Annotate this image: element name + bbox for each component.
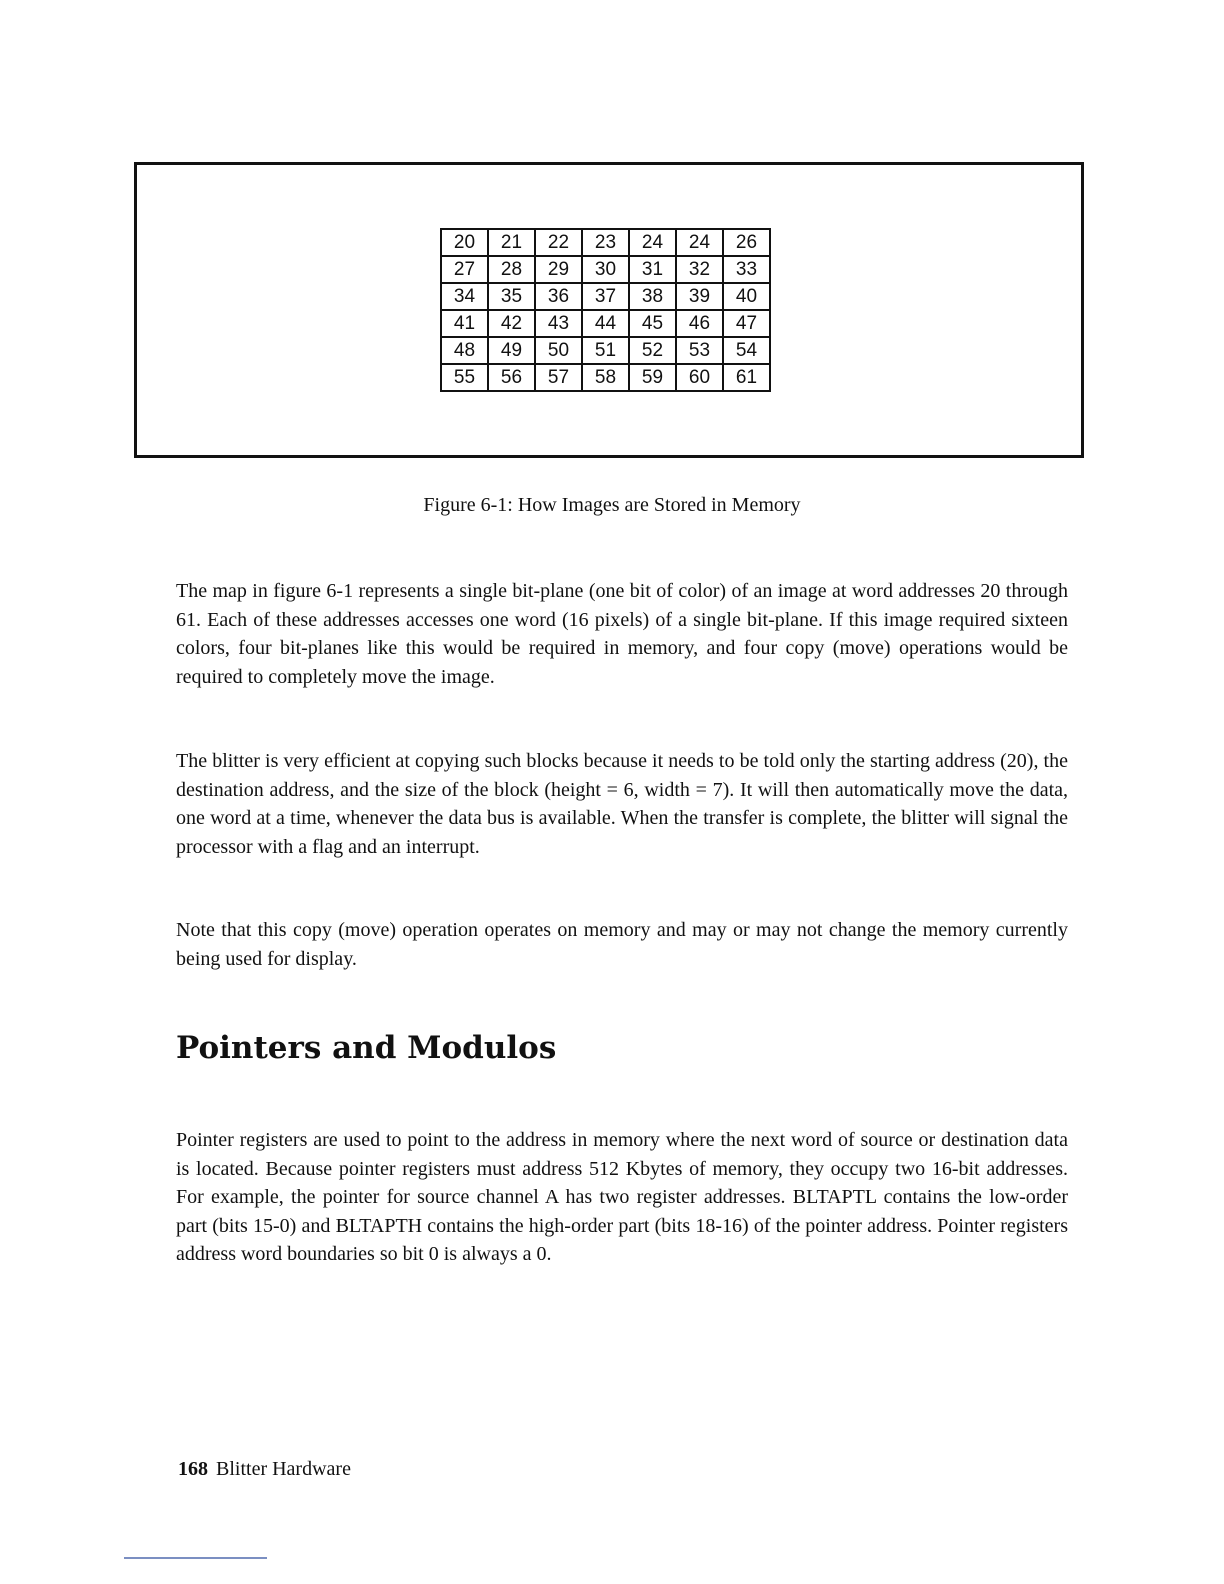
grid-row <box>441 256 770 283</box>
grid-cell: 54 <box>723 337 770 364</box>
grid-cell: 41 <box>441 310 488 337</box>
grid-row <box>441 310 770 337</box>
grid-cell: 23 <box>582 229 629 256</box>
grid-cell: 20 <box>441 229 488 256</box>
grid-cell: 59 <box>629 364 676 391</box>
grid-cell: 56 <box>488 364 535 391</box>
grid-cell: 28 <box>488 256 535 283</box>
grid-cell: 39 <box>676 283 723 310</box>
grid-cell: 57 <box>535 364 582 391</box>
grid-cell: 43 <box>535 310 582 337</box>
figure-caption: Figure 6-1: How Images are Stored in Memory <box>423 494 801 516</box>
grid-cell: 34 <box>441 283 488 310</box>
grid-cell: 22 <box>535 229 582 256</box>
grid-cell: 24 <box>629 229 676 256</box>
grid-cell: 21 <box>488 229 535 256</box>
grid-cell: 37 <box>582 283 629 310</box>
grid-cell: 60 <box>676 364 723 391</box>
grid-cell: 58 <box>582 364 629 391</box>
grid-row <box>441 229 770 256</box>
body-paragraph-1: The map in figure 6-1 represents a single bit-plane (one bit of color) of an image at word addresses 20 through 61. Each of these addresses accesses one word (16 pixels) of a single bit-plane. If this image required sixteen colors, four bit-planes like this would be required in memory, and four copy (move) operations would be required to completely move the image. <box>176 580 1068 688</box>
grid-cell: 52 <box>629 337 676 364</box>
grid-cell: 26 <box>723 229 770 256</box>
grid-cell: 51 <box>582 337 629 364</box>
body-paragraph-3: Note that this copy (move) operation operates on memory and may or may not change the memory currently being used for display. <box>176 919 1068 970</box>
grid-cell: 50 <box>535 337 582 364</box>
grid-cell: 47 <box>723 310 770 337</box>
grid-cell: 53 <box>676 337 723 364</box>
grid-cell: 45 <box>629 310 676 337</box>
grid-cell: 55 <box>441 364 488 391</box>
grid-cell: 44 <box>582 310 629 337</box>
page-footer <box>178 1458 351 1481</box>
page-number: 168 <box>178 1458 208 1480</box>
grid-cell: 32 <box>676 256 723 283</box>
grid-cell: 48 <box>441 337 488 364</box>
footnote-rule <box>124 1557 267 1559</box>
memory-address-grid <box>440 228 771 392</box>
section-paragraph: Pointer registers are used to point to the address in memory where the next word of source or destination data is located. Because pointer registers must address 512 Kbytes of memory, they occupy two 16-bit addresses. For example, the pointer for source channel A has two register addresses. BLTAPTL contains the low-order part (bits 15-0) and BLTAPTH contains the high-order part (bits 18-16) of the pointer address. Pointer registers address word boundaries so bit 0 is always a 0. <box>176 1129 1068 1266</box>
grid-cell: 36 <box>535 283 582 310</box>
figure-frame <box>134 162 1084 458</box>
chapter-title: Blitter Hardware <box>216 1458 351 1480</box>
grid-cell: 35 <box>488 283 535 310</box>
grid-cell: 30 <box>582 256 629 283</box>
grid-cell: 46 <box>676 310 723 337</box>
grid-cell: 33 <box>723 256 770 283</box>
grid-cell: 38 <box>629 283 676 310</box>
grid-row <box>441 364 770 391</box>
grid-cell: 40 <box>723 283 770 310</box>
grid-cell: 27 <box>441 256 488 283</box>
grid-cell: 42 <box>488 310 535 337</box>
grid-cell: 24 <box>676 229 723 256</box>
grid-row <box>441 337 770 364</box>
grid-cell: 31 <box>629 256 676 283</box>
section-heading: Pointers and Modulos <box>176 1030 557 1066</box>
grid-row <box>441 283 770 310</box>
grid-cell: 61 <box>723 364 770 391</box>
grid-cell: 29 <box>535 256 582 283</box>
body-paragraph-2: The blitter is very efficient at copying such blocks because it needs to be told only the starting address (20), the destination address, and the size of the block (height = 6, width = 7). It will then automatically move the data, one word at a time, whenever the data bus is available. When the transfer is complete, the blitter will signal the processor with a flag and an interrupt. <box>176 750 1068 858</box>
grid-cell: 49 <box>488 337 535 364</box>
